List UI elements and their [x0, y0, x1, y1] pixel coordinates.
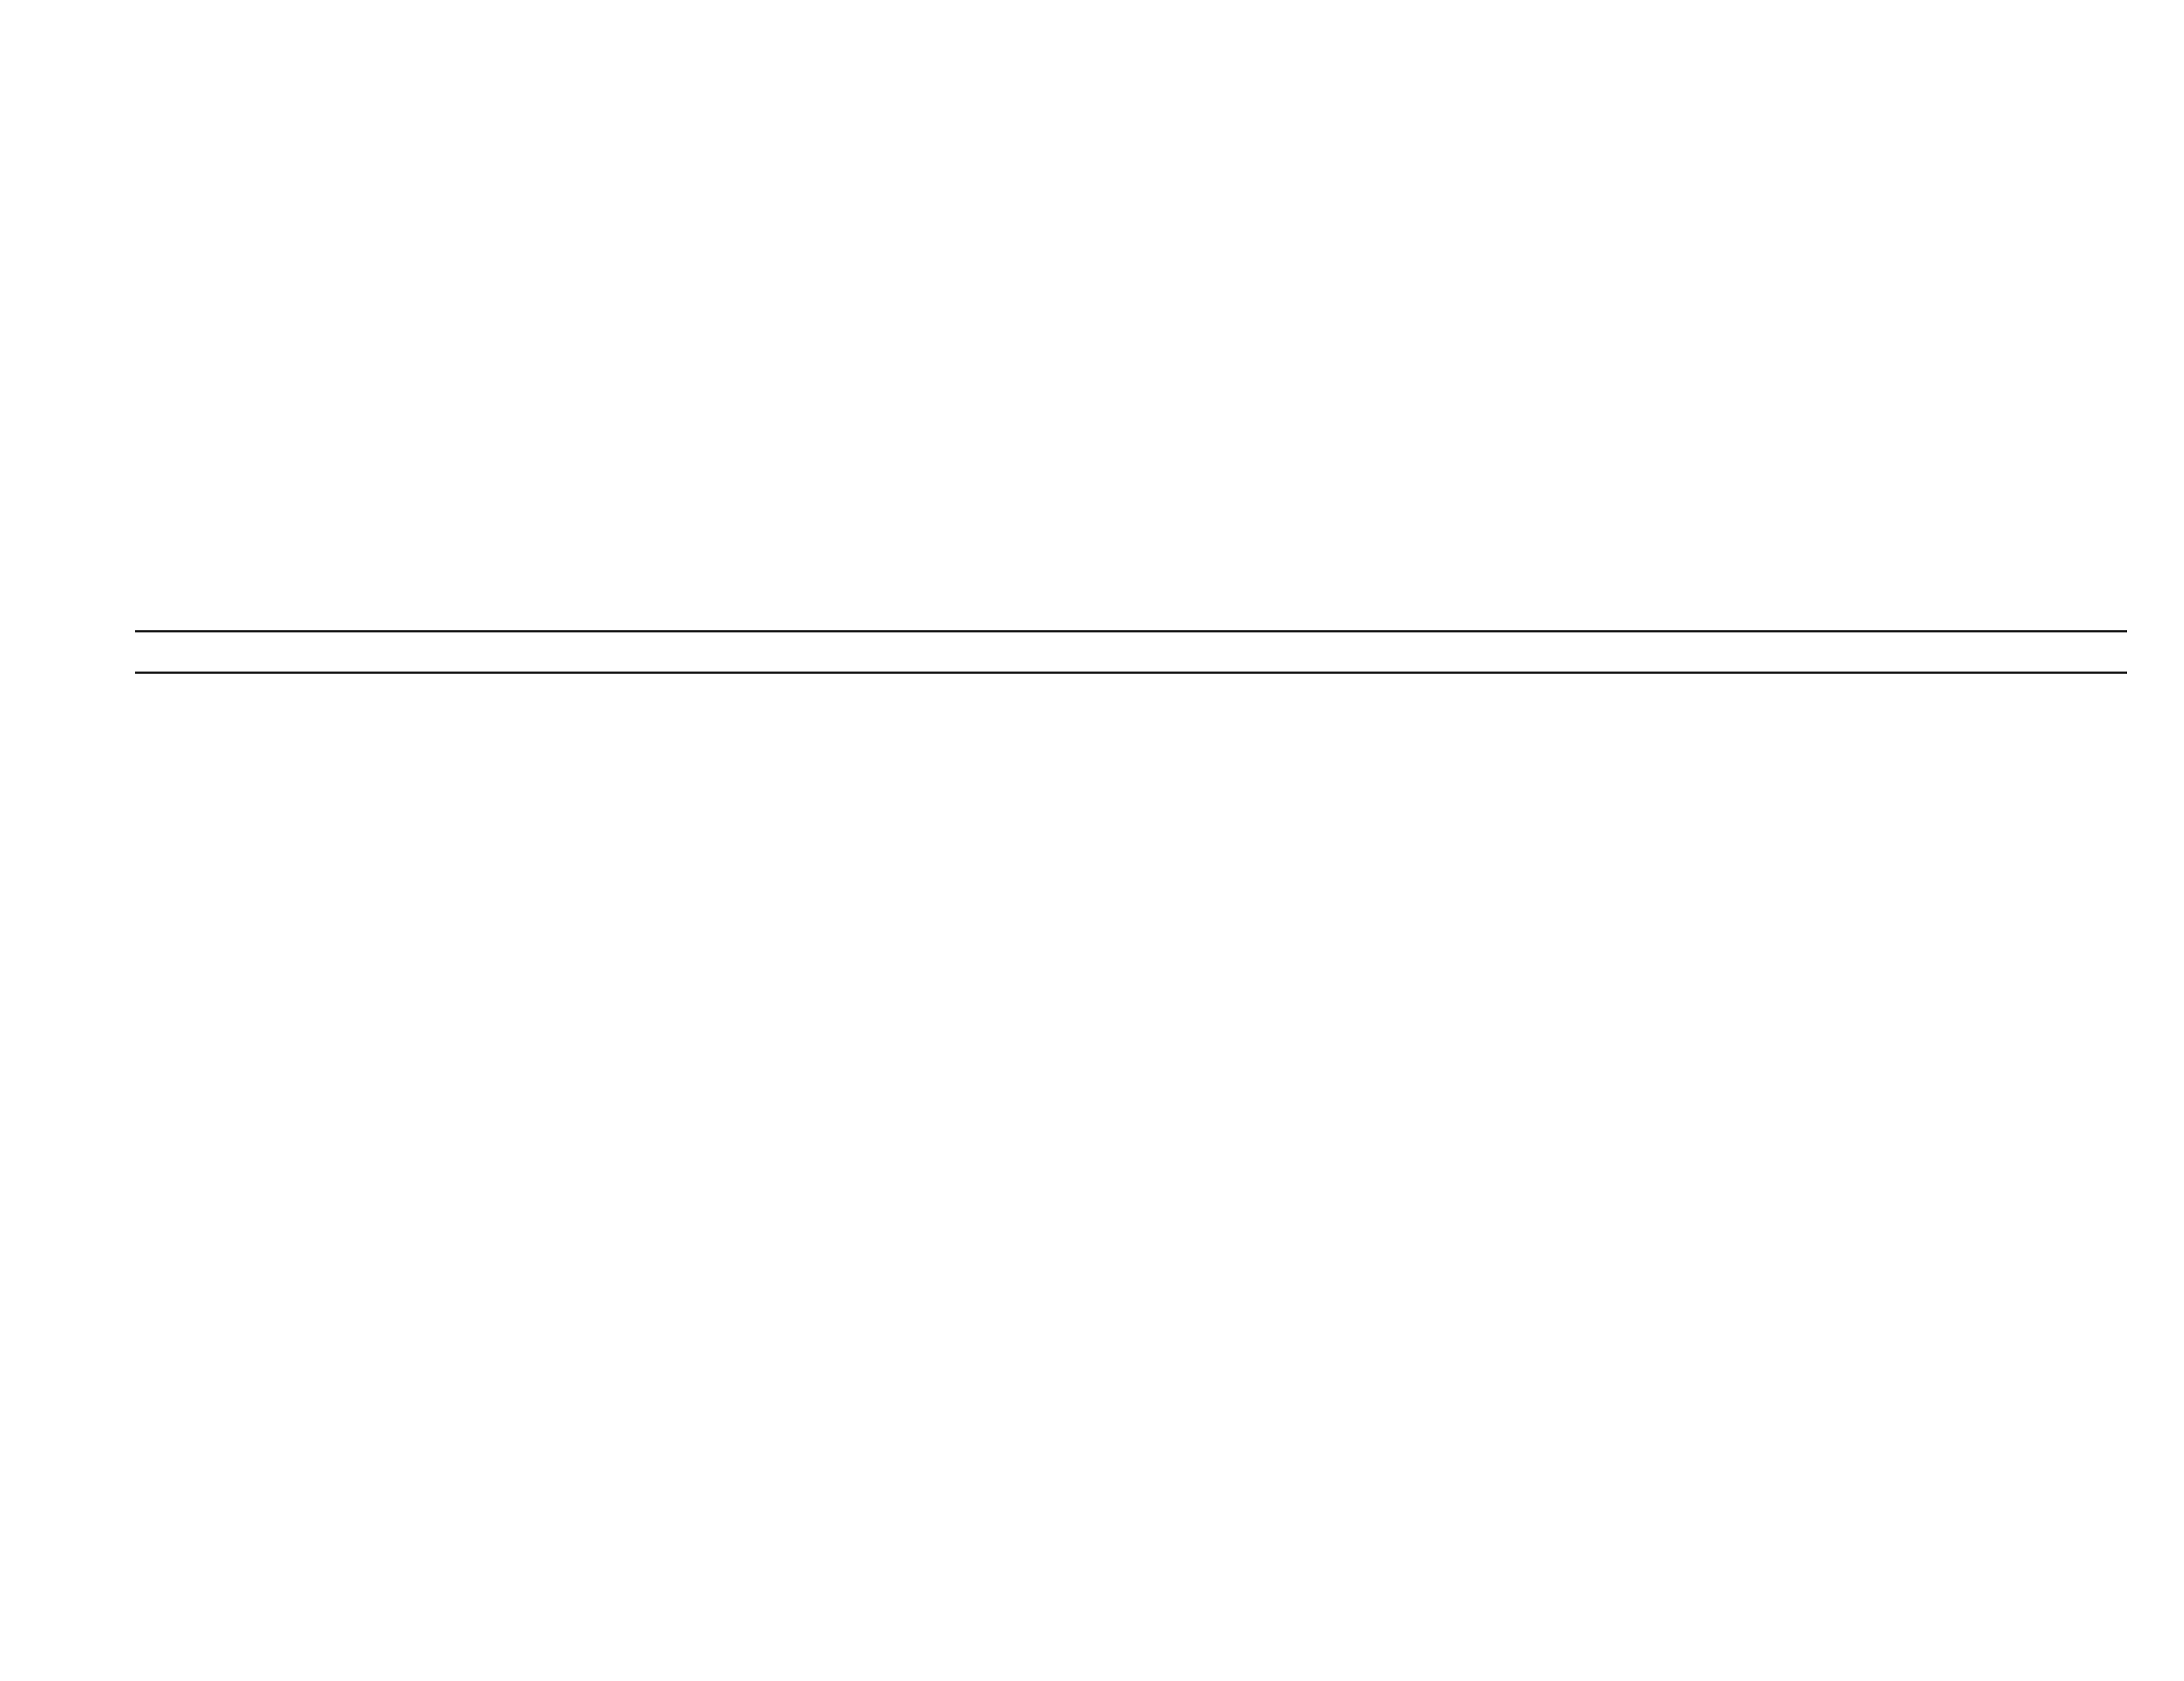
header-top-rule [135, 630, 2127, 632]
header-bottom-rule [135, 672, 2127, 674]
